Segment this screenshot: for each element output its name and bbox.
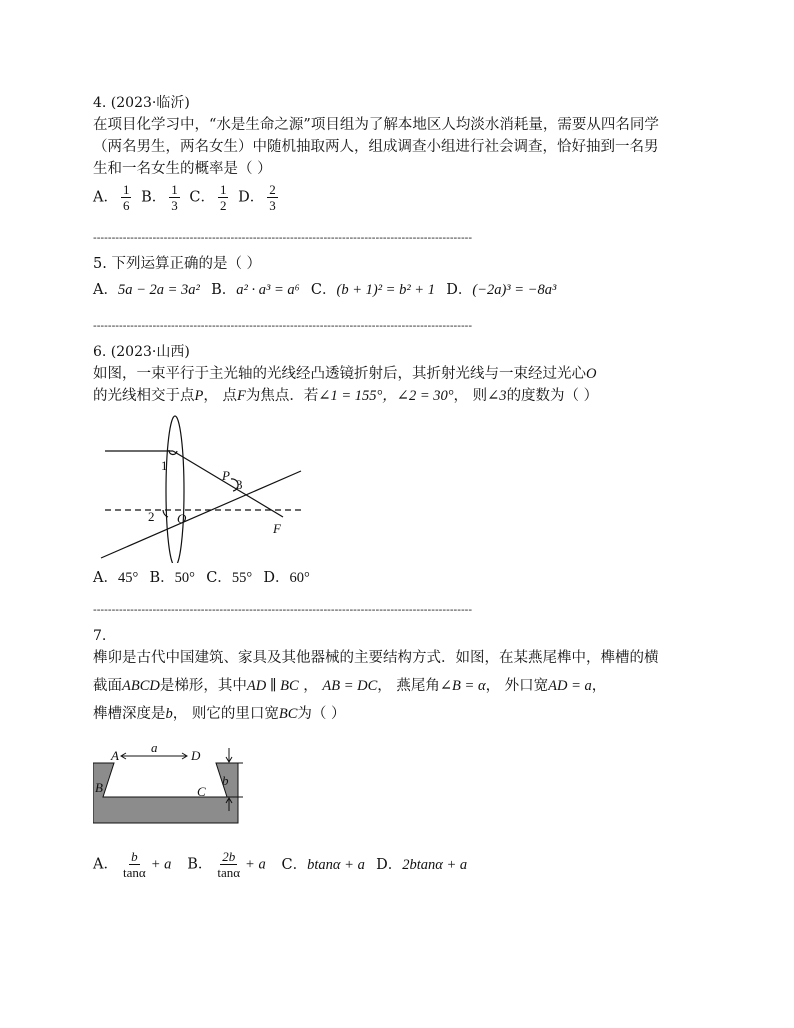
label-width-a: a (151, 743, 158, 755)
separator: ------------------------------------------------------------------------------------------------------ (93, 319, 473, 332)
option-a[interactable]: A．5a − 2a = 3a² (93, 282, 200, 298)
fraction: $\frac{b}{\tan\alpha}$ (122, 849, 146, 880)
label-point-c: C (197, 784, 206, 799)
question-7-text-line-3: 榫槽深度是b， 则它的里口宽BC为（ ） (93, 706, 346, 722)
lens-diagram (93, 413, 313, 563)
question-6-text-line-1: 如图，一束平行于主光轴的光线经凸透镜折射后，其折射光线与一束经过光心O (93, 366, 597, 382)
question-6-options (93, 567, 713, 589)
question-4-header: 4. (2023·临沂) (93, 95, 190, 111)
question-7-text-line-2: 截面ABCD是梯形，其中AD ∥ BC ， AB = DC， 燕尾角∠B = α， 外口宽AD = a， (93, 678, 607, 694)
fraction: $\frac{2b}{\tan\alpha}$ (217, 849, 241, 880)
question-7 (93, 625, 713, 880)
question-4-text-line-1: 在项目化学习中，“水是生命之源”项目组为了解本地区人均淡水消耗量，需要从四名同学 (93, 117, 659, 133)
fraction: $\frac{1}{2}$ (219, 182, 227, 213)
label-point-f: F (273, 521, 281, 536)
label-point-a: A (111, 748, 119, 763)
question-6-text-line-2: 的光线相交于点P， 点F为焦点．若∠1 = 155°，∠2 = 30°， 则∠3的度数为（ ） (93, 388, 599, 404)
option-d[interactable]: D．60° (263, 570, 310, 586)
label-angle-2: 2 (148, 509, 155, 524)
fraction: $\frac{2}{3}$ (269, 182, 276, 213)
convex-lens (166, 416, 184, 563)
option-c[interactable]: C．(b + 1)² = b² + 1 (310, 282, 435, 298)
separator: ------------------------------------------------------------------------------------------------------ (93, 231, 473, 244)
question-4-text-line-3: 生和一名女生的概率是（ ） (93, 161, 272, 177)
option-a[interactable]: A． $\frac{1}{6}$ (93, 182, 130, 213)
dovetail-diagram (93, 743, 263, 833)
option-a[interactable]: A． $\frac{b}{\tan\alpha}$ + a (93, 849, 172, 880)
angle-2-arc (163, 510, 168, 517)
fraction: $\frac{1}{6}$ (122, 182, 130, 213)
question-7-text-line-1: 榫卯是古代中国建筑、家具及其他器械的主要结构方式．如图，在某燕尾榫中，榫槽的横 (93, 650, 659, 666)
question-5-options (93, 279, 713, 301)
worksheet (93, 92, 713, 880)
label-depth-b: b (222, 773, 229, 788)
question-5-text: 5. 下列运算正确的是（ ） (93, 256, 262, 272)
question-4 (93, 92, 713, 213)
question-6-header: 6. (2023·山西) (93, 344, 190, 360)
question-7-options (93, 849, 713, 880)
fraction: $\frac{1}{3}$ (171, 182, 178, 213)
option-d[interactable]: D． $\frac{2}{3}$ (238, 182, 276, 213)
option-b[interactable]: B． $\frac{2b}{\tan\alpha}$ + a (187, 849, 266, 880)
option-c[interactable]: C． $\frac{1}{2}$ (189, 182, 227, 213)
refracted-ray (173, 451, 283, 517)
question-5 (93, 253, 713, 301)
option-d[interactable]: D．(−2a)³ = −8a³ (446, 282, 557, 298)
option-b[interactable]: B．50° (149, 570, 195, 586)
option-b[interactable]: B． $\frac{1}{3}$ (141, 182, 178, 213)
question-4-text-line-2: （两名男生，两名女生）中随机抽取两人，组成调查小组进行社会调查，恰好抽到一名男 (93, 139, 659, 155)
option-c[interactable]: C．55° (206, 570, 253, 586)
label-point-o: O (177, 511, 187, 526)
option-b[interactable]: B．a² · a³ = a⁶ (211, 282, 300, 298)
option-c[interactable]: C．btanα + a (281, 856, 365, 873)
center-ray (101, 471, 301, 558)
dovetail-block (93, 763, 238, 823)
question-6 (93, 341, 713, 589)
label-angle-1: 1 (161, 458, 168, 473)
question-7-header: 7. (93, 628, 107, 644)
option-a[interactable]: A．45° (93, 570, 139, 586)
label-point-d: D (191, 748, 201, 763)
label-point-p: P (222, 468, 230, 483)
option-d[interactable]: D．2btanα + a (376, 856, 468, 873)
separator: ------------------------------------------------------------------------------------------------------ (93, 603, 473, 616)
label-angle-3: 3 (236, 477, 243, 492)
question-4-options (93, 182, 713, 213)
label-point-b: B (95, 780, 103, 795)
